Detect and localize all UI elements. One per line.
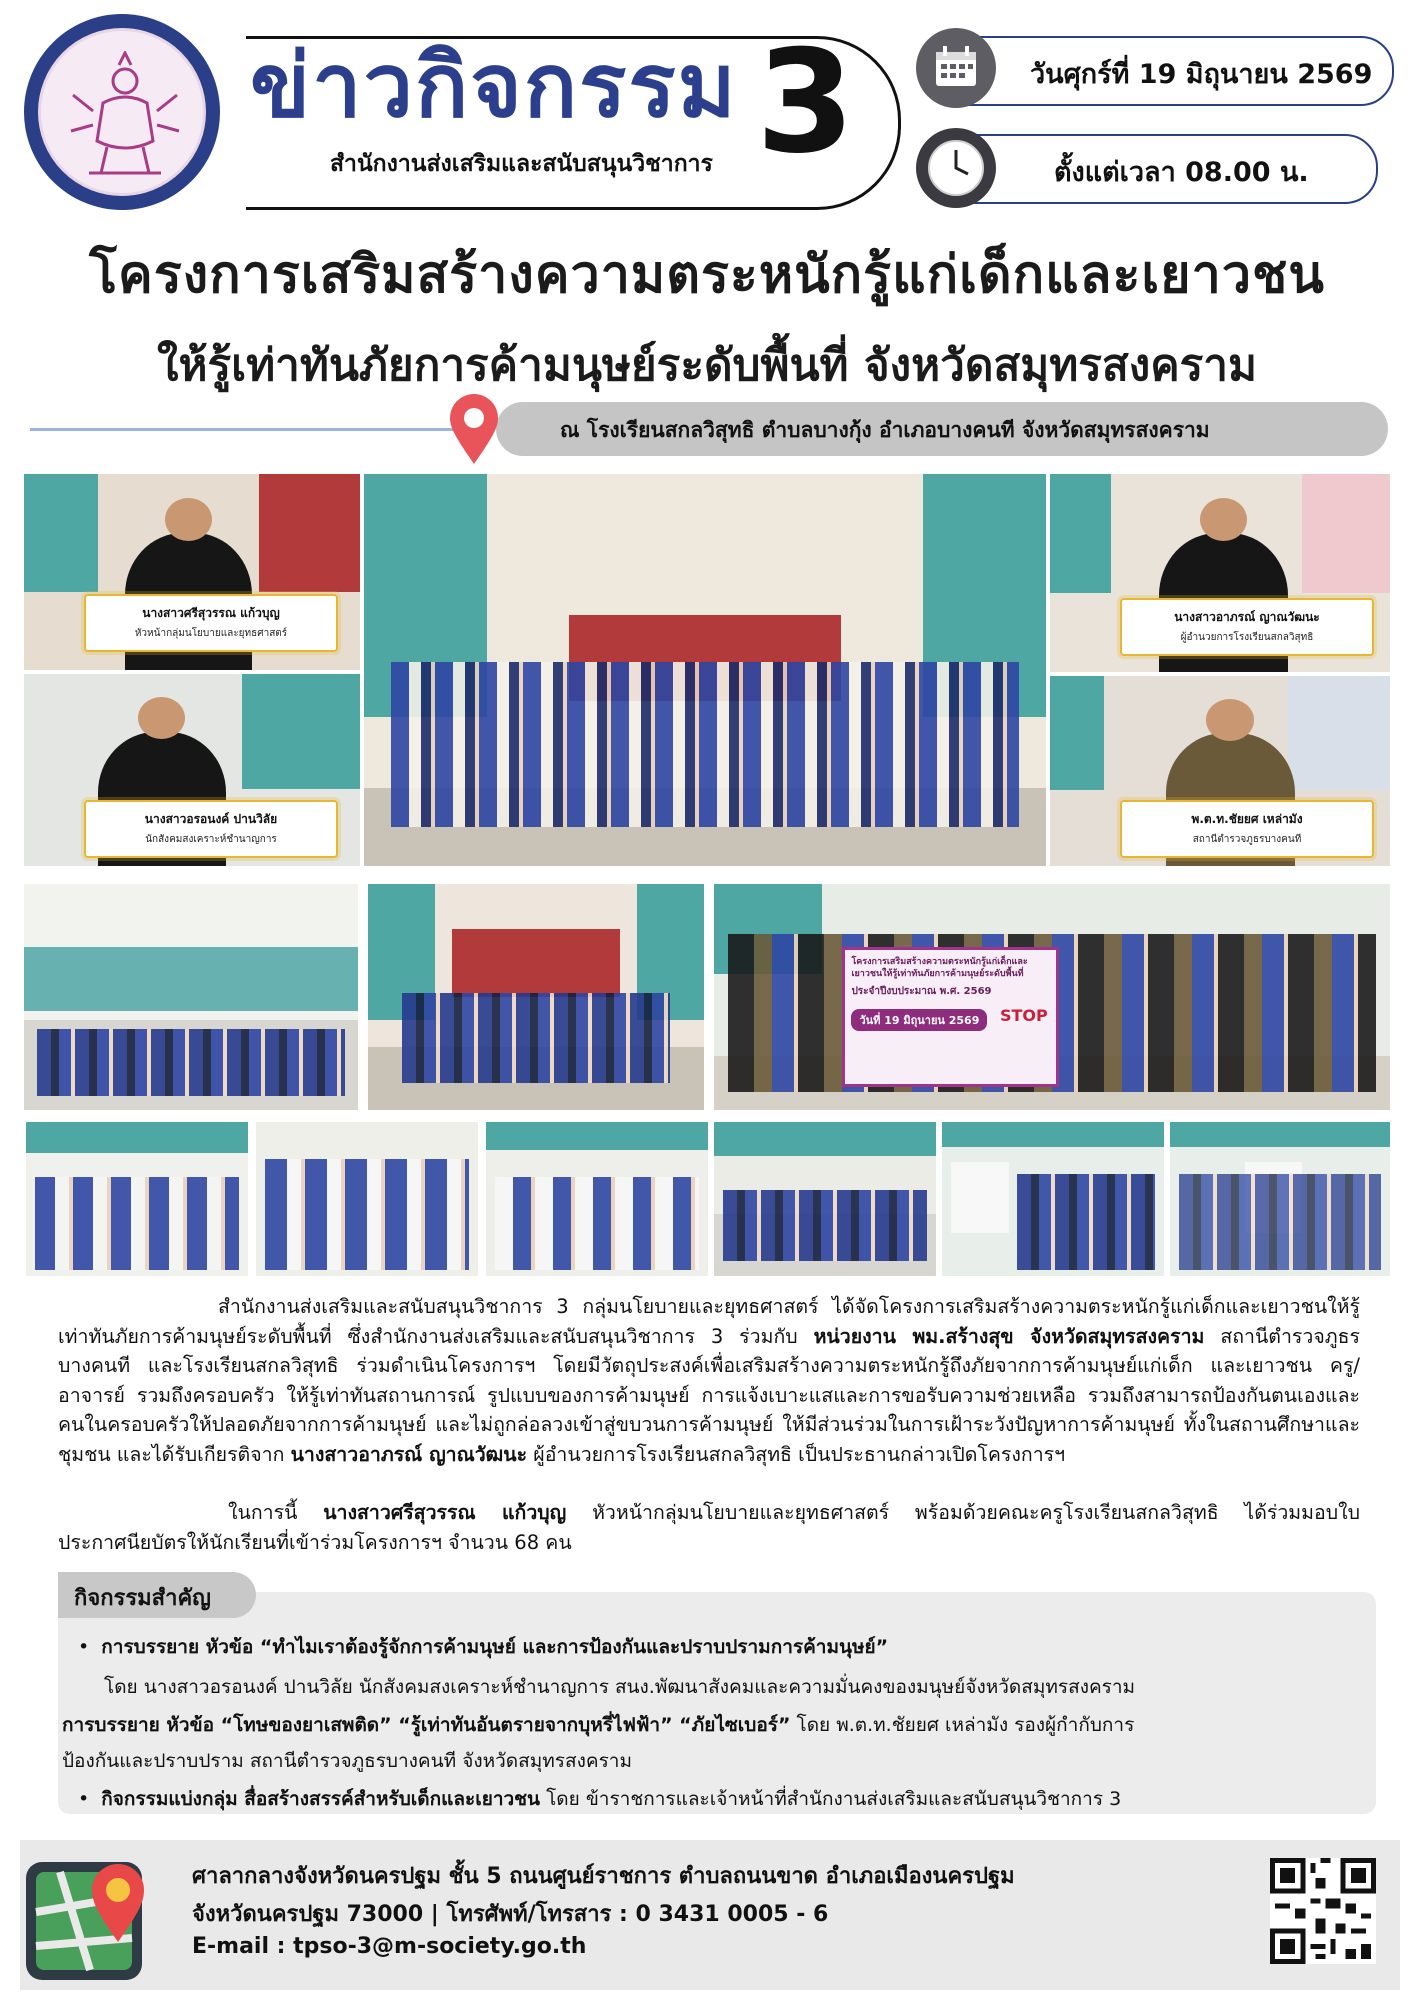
activity-1-title: การบรรยาย หัวข้อ “ทำไมเราต้องรู้จักการค้ามนุษย์ และการป้องกันและปราบปรามการค้ามนุษย์”	[101, 1636, 889, 1658]
clock-icon	[916, 128, 996, 208]
caption-role-1: หัวหน้ากลุ่มนโยบายและยุทธศาสตร์	[134, 628, 288, 639]
office-name: สำนักงานส่งเสริมและสนับสนุนวิชาการ	[330, 151, 713, 177]
banner-stop: STOP	[999, 1006, 1048, 1026]
activity-3-detail: โดย ข้าราชการและเจ้าหน้าที่สำนักงานส่งเสริมและสนับสนุนวิชาการ 3	[540, 1788, 1122, 1810]
photo-students-stage	[368, 884, 704, 1110]
deity-emblem	[63, 51, 187, 179]
photo-workshop-3	[486, 1122, 708, 1276]
p1-intro: สำนักงานส่งเสริมและสนับสนุนวิชาการ 3 กลุ่มนโยบายและยุทธศาสตร์ ได้จัดโครงการเสริมสร้างความตระหนักรู้แก่เด็กและเยาวชนให้รู้เท่าทันภัยการค้ามนุษย์ระดับพื้นที่ ซึ่งสำนักงานส่งเสริมและสนับสนุนวิชาการ 3 ร่วมกับ	[58, 1295, 1360, 1348]
organization-seal-logo	[24, 14, 220, 210]
p2-intro: ในการนี้	[228, 1501, 298, 1524]
activity-item-3: • กิจกรรมแบ่งกลุ่ม สื่อสร้างสรรค์สำหรับเด็กและเยาวชน โดย ข้าราชการและเจ้าหน้าที่สำนักงานส่งเสริมและสนับสนุนวิชาการ 3	[78, 1788, 1122, 1810]
caption-name-4: พ.ต.ท.ชัยยศ เหล่ามัง	[1191, 812, 1303, 826]
caption-name-3: นางสาวอาภรณ์ ญาณวัฒนะ	[1174, 610, 1320, 624]
activity-1-detail: โดย นางสาวอรอนงค์ ปานวิลัย นักสังคมสงเคราะห์ชำนาญการ สนง.พัฒนาสังคมและความมั่นคงของมนุษย์จังหวัดสมุทรสงคราม	[104, 1676, 1136, 1698]
photo-speaker-1	[24, 474, 360, 670]
activities-panel	[58, 1592, 1376, 1814]
activities-label: กิจกรรมสำคัญ	[74, 1586, 211, 1611]
newsletter-title: ข่าวกิจกรรม	[250, 34, 738, 137]
banner-title: โครงการเสริมสร้างความตระหนักรู้แก่เด็กและเยาวชนให้รู้เท่าทันภัยการค้ามนุษย์ระดับพื้นที่	[851, 957, 1028, 980]
p2-end: หัวหน้ากลุ่มนโยบายและยุทธศาสตร์ พร้อมด้วยคณะครูโรงเรียนสกลวิสุทธิ ได้ร่วมมอบใบประกาศนียบัตรให้นักเรียนที่เข้าร่วมโครงการฯ จำนวน 68 คน	[58, 1501, 1360, 1554]
body-paragraph-2	[58, 1498, 1360, 1557]
qr-code[interactable]	[1270, 1858, 1376, 1964]
photo-workshop-4	[714, 1122, 936, 1276]
activity-3-title: กิจกรรมแบ่งกลุ่ม สื่อสร้างสรรค์สำหรับเด็กและเยาวชน	[101, 1788, 541, 1810]
photo-speaker-3	[1050, 474, 1390, 672]
photo-hall-audience	[24, 884, 358, 1110]
location-divider	[30, 428, 470, 431]
caption-box-3	[1120, 598, 1374, 656]
caption-name-1: นางสาวศรีสุวรรณ แก้วบุญ	[142, 606, 280, 620]
activity-2-detail: โดย พ.ต.ท.ชัยยศ เหล่ามัง รองผู้กำกับการ	[790, 1714, 1135, 1736]
office-number: 3	[756, 20, 855, 185]
event-time: ตั้งแต่เวลา 08.00 น.	[1054, 157, 1309, 188]
caption-box-4	[1120, 800, 1374, 858]
photo-presentation-2	[1170, 1122, 1390, 1276]
headline-line-1: โครงการเสริมสร้างความตระหนักรู้แก่เด็กและเยาวชน	[89, 245, 1325, 305]
body-paragraph-1	[58, 1292, 1360, 1469]
banner-year: ประจำปีงบประมาณ พ.ศ. 2569	[851, 986, 992, 998]
activity-2-title: การบรรยาย หัวข้อ “โทษของยาเสพติด” “รู้เท่าทันอันตรายจากบุหรี่ไฟฟ้า” “ภัยไซเบอร์”	[62, 1714, 791, 1736]
p2-bold-name: นางสาวศรีสุวรรณ แก้วบุญ	[323, 1501, 567, 1524]
caption-role-2: นักสังคมสงเคราะห์ชำนาญการ	[145, 834, 277, 845]
photo-group-certificates	[364, 474, 1046, 866]
location-pin-icon	[446, 392, 502, 466]
photo-speaker-2	[24, 674, 360, 866]
event-date: วันศุกร์ที่ 19 มิถุนายน 2569	[1030, 59, 1373, 90]
caption-box-1	[84, 594, 338, 652]
map-icon	[20, 1842, 170, 1988]
photo-workshop-1	[26, 1122, 248, 1276]
footer-address-2: จังหวัดนครปฐม 73000 | โทรศัพท์/โทรสาร : 0 3431 0005 - 6	[192, 1902, 829, 1927]
caption-role-3: ผู้อำนวยการโรงเรียนสกลวิสุทธิ	[1180, 632, 1314, 643]
calendar-icon	[916, 28, 996, 108]
banner-date: วันที่ 19 มิถุนายน 2569	[851, 1009, 987, 1031]
p1-end: ผู้อำนวยการโรงเรียนสกลวิสุทธิ เป็นประธานกล่าวเปิดโครงการฯ	[527, 1442, 1066, 1466]
headline-line-2: ให้รู้เท่าทันภัยการค้ามนุษย์ระดับพื้นที่ จังหวัดสมุทรสงคราม	[156, 340, 1258, 391]
caption-name-2: นางสาวอรอนงค์ ปานวิลัย	[144, 812, 278, 826]
p1-middle: สถานีตำรวจภูธรบางคนที และโรงเรียนสกลวิสุทธิ ร่วมดำเนินโครงการฯ โดยมีวัตถุประสงค์เพื่อเสริมสร้างความตระหนักรู้ถึงภัยจากการค้ามนุษย์แก่เด็ก และเยาวชน ครู/อาจารย์ รวมถึงครอบครัว ให้รู้เท่าทันสถานการณ์ รูปแบบของการค้ามนุษย์ การแจ้งเบาะแสและการขอรับความช่วยเหลือ รวมถึงสามารถป้องกันตนเองและคนในครอบครัวให้ปลอดภัยจากการค้ามนุษย์ และไม่ถูกล่อลวงเข้าสู่ขบวนการค้ามนุษย์ ให้มีส่วนร่วมในการเฝ้าระวังปัญหาการค้ามนุษย์ ทั้งในสถานศึกษาและชุมชน และได้รับเกียรติจาก	[58, 1324, 1360, 1466]
photo-workshop-2	[256, 1122, 478, 1276]
project-banner	[842, 947, 1058, 1087]
activity-2-detail-cont: ป้องกันและปราบปราม สถานีตำรวจภูธรบางคนที จังหวัดสมุทรสงคราม	[62, 1750, 632, 1772]
photo-presentation-1	[942, 1122, 1164, 1276]
p1-bold-chair: นางสาวอาภรณ์ ญาณวัฒนะ	[290, 1442, 528, 1466]
caption-role-4: สถานีตำรวจภูธรบางคนที	[1192, 834, 1302, 845]
activity-item-1: • การบรรยาย หัวข้อ “ทำไมเราต้องรู้จักการค้ามนุษย์ และการป้องกันและปราบปรามการค้ามนุษย์”	[78, 1636, 889, 1658]
photo-speaker-4	[1050, 676, 1390, 866]
activity-item-2	[62, 1710, 1134, 1740]
footer-address-1: ศาลากลางจังหวัดนครปฐม ชั้น 5 ถนนศูนย์ราชการ ตำบลถนนขาด อำเภอเมืองนครปฐม	[192, 1864, 1015, 1889]
photo-group-banner	[714, 884, 1390, 1110]
event-location: ณ โรงเรียนสกลวิสุทธิ ตำบลบางกุ้ง อำเภอบางคนที จังหวัดสมุทรสงคราม	[560, 418, 1210, 442]
caption-box-2	[84, 800, 338, 858]
p1-bold-partner: หน่วยงาน พม.สร้างสุข จังหวัดสมุทรสงคราม	[813, 1324, 1205, 1348]
footer-email[interactable]: E-mail : tpso-3@m-society.go.th	[192, 1934, 587, 1959]
